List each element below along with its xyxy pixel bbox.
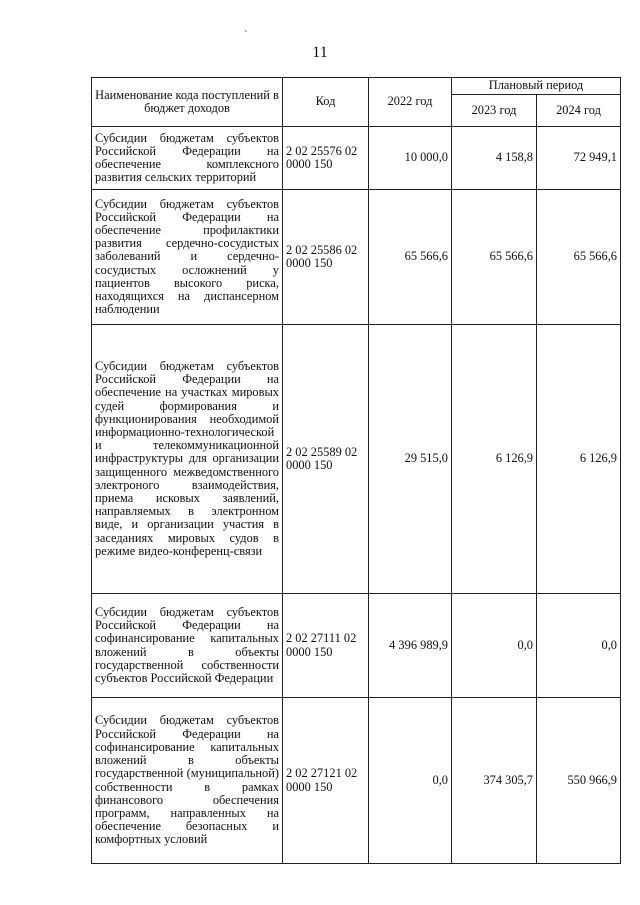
header-plan-period: Плановый период bbox=[452, 78, 621, 95]
row-value-2023: 374 305,7 bbox=[452, 698, 537, 864]
header-code: Код bbox=[283, 78, 369, 127]
row-value-2023: 6 126,9 bbox=[452, 325, 537, 594]
row-code: 2 02 25576 02 0000 150 bbox=[283, 127, 369, 190]
row-value-2024: 550 966,9 bbox=[537, 698, 621, 864]
row-code: 2 02 27121 02 0000 150 bbox=[283, 698, 369, 864]
row-value-2023: 65 566,6 bbox=[452, 190, 537, 325]
row-value-2022: 29 515,0 bbox=[369, 325, 452, 594]
header-year-2023: 2023 год bbox=[452, 95, 537, 127]
table-row bbox=[92, 127, 621, 190]
table-row bbox=[92, 698, 621, 864]
table-row bbox=[92, 325, 621, 594]
row-name: Субсидии бюджетам субъектов Российской Федерации на обеспечение на участках мировых судей формирования и функционирования необходимой информационно-технологической и телекоммуникационной инфраструктуры для организации защищенного межведомственного электроного взаимодействия, приема исковых заявлений, направляемых в электронном виде, и организации участия в заседаниях мировых судов в режиме видео-конференц-связи bbox=[92, 325, 283, 594]
row-value-2024: 72 949,1 bbox=[537, 127, 621, 190]
header-year-2022: 2022 год bbox=[369, 78, 452, 127]
row-name: Субсидии бюджетам субъектов Российской Федерации на обеспечение комплексного развития сельских территорий bbox=[92, 127, 283, 190]
row-name: Субсидии бюджетам субъектов Российской Федерации на софинансирование капитальных вложений в объекты государственной (муниципальной) собственности в рамках финансового обеспечения программ, направленных на обеспечение безопасных и комфортных условий bbox=[92, 698, 283, 864]
row-value-2022: 10 000,0 bbox=[369, 127, 452, 190]
page-number: 11 bbox=[312, 44, 328, 61]
row-value-2022: 65 566,6 bbox=[369, 190, 452, 325]
row-name: Субсидии бюджетам субъектов Российской Федерации на обеспечение профилактики развития сердечно-сосудистых заболеваний и сердечно-сосудистых осложнений у пациентов высокого риска, находящихся на диспансерном наблюдении bbox=[92, 190, 283, 325]
row-value-2022: 4 396 989,9 bbox=[369, 594, 452, 698]
header-year-2024: 2024 год bbox=[537, 95, 621, 127]
table-row bbox=[92, 190, 621, 325]
scan-speck: ` bbox=[244, 30, 248, 41]
row-code: 2 02 27111 02 0000 150 bbox=[283, 594, 369, 698]
header-name: Наименование кода поступлений в бюджет доходов bbox=[92, 78, 283, 127]
row-value-2024: 0,0 bbox=[537, 594, 621, 698]
row-value-2023: 4 158,8 bbox=[452, 127, 537, 190]
row-code: 2 02 25586 02 0000 150 bbox=[283, 190, 369, 325]
row-value-2023: 0,0 bbox=[452, 594, 537, 698]
row-value-2024: 65 566,6 bbox=[537, 190, 621, 325]
row-code: 2 02 25589 02 0000 150 bbox=[283, 325, 369, 594]
row-name: Субсидии бюджетам субъектов Российской Федерации на софинансирование капитальных вложений в объекты государственной собственности субъектов Российской Федерации bbox=[92, 594, 283, 698]
row-value-2022: 0,0 bbox=[369, 698, 452, 864]
budget-revenue-table bbox=[91, 77, 621, 864]
table-row bbox=[92, 594, 621, 698]
row-value-2024: 6 126,9 bbox=[537, 325, 621, 594]
